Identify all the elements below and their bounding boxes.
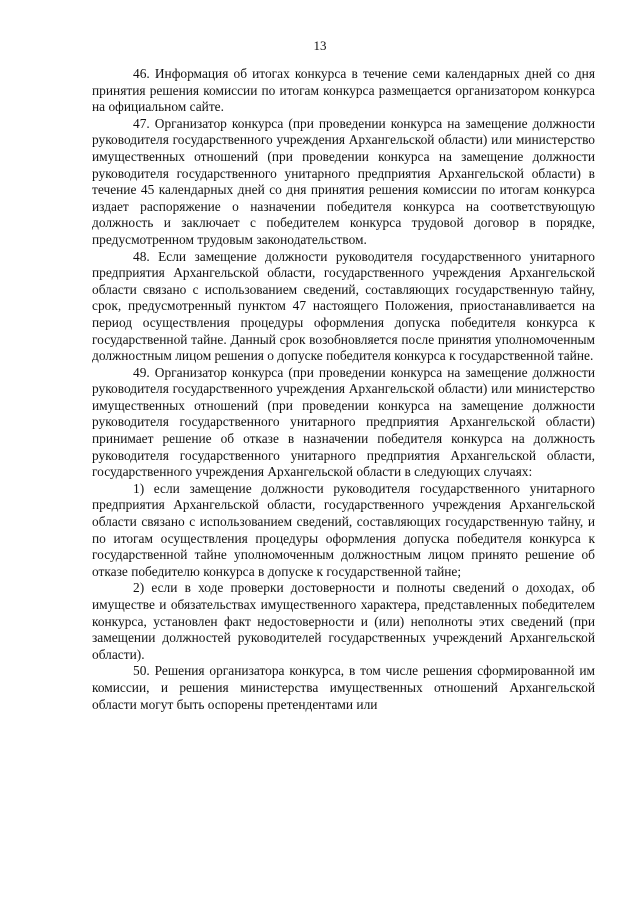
paragraph-46: 46. Информация об итогах конкурса в течение семи календарных дней со дня принятия решения комиссии по итогам конкурса размещается организатором конкурса на официальном сайте. bbox=[92, 66, 595, 115]
document-body bbox=[92, 66, 595, 713]
paragraph-49: 49. Организатор конкурса (при проведении конкурса на замещение должности руководителя государственного учреждения Архангельской области) или министерство имущественных отношений (при проведении конкурса на замещение должности руководителя государственного унитарного предприятия Архангельской области) принимает решение об отказе в назначении победителя конкурса на должность руководителя государственного унитарного предприятия Архангельской области, государственного учреждения Архангельской области в следующих случаях: bbox=[92, 364, 595, 480]
page-number: 13 bbox=[313, 38, 327, 53]
paragraph-49-item-1: 1) если замещение должности руководителя государственного унитарного предприятия Архангельской области, государственного учреждения Архангельской области связано с использованием сведений, составляющих государственную тайну, и по итогам осуществления процедуры оформления допуска победителя конкурса к государственной тайне уполномоченным должностным лицом принято решение об отказе победителю конкурса в допуске к государственной тайне; bbox=[92, 480, 595, 579]
paragraph-49-item-2: 2) если в ходе проверки достоверности и полноты сведений о доходах, об имуществе и обязательствах имущественного характера, представленных победителем конкурса, установлен факт недостоверности и (или) неполноты этих сведений (при замещении должностей руководителей государственных учреждений Архангельской области). bbox=[92, 580, 595, 662]
paragraph-50: 50. Решения организатора конкурса, в том числе решения сформированной им комиссии, и решения министерства имущественных отношений Архангельской области могут быть оспорены претендентами или bbox=[92, 663, 595, 712]
paragraph-48: 48. Если замещение должности руководителя государственного унитарного предприятия Архангельской области, государственного учреждения Архангельской области связано с использованием сведений, составляющих государственную тайну, срок, предусмотренный пунктом 47 настоящего Положения, приостанавливается на период осуществления процедуры оформления допуска победителя конкурса к государственной тайне. Данный срок возобновляется после принятия уполномоченным должностным лицом решения о допуске победителя конкурса к государственной тайне. bbox=[92, 248, 595, 364]
paragraph-47: 47. Организатор конкурса (при проведении конкурса на замещение должности руководителя государственного учреждения Архангельской области) или министерство имущественных отношений (при проведении конкурса на замещение должности руководителя государственного унитарного предприятия Архангельской области) в течение 45 календарных дней со дня принятия решения комиссии по итогам конкурса издает распоряжение о назначении победителя конкурса на соответствующую должность и заключает с победителем конкурса трудовой договор в порядке, предусмотренном трудовым законодательством. bbox=[92, 115, 595, 247]
